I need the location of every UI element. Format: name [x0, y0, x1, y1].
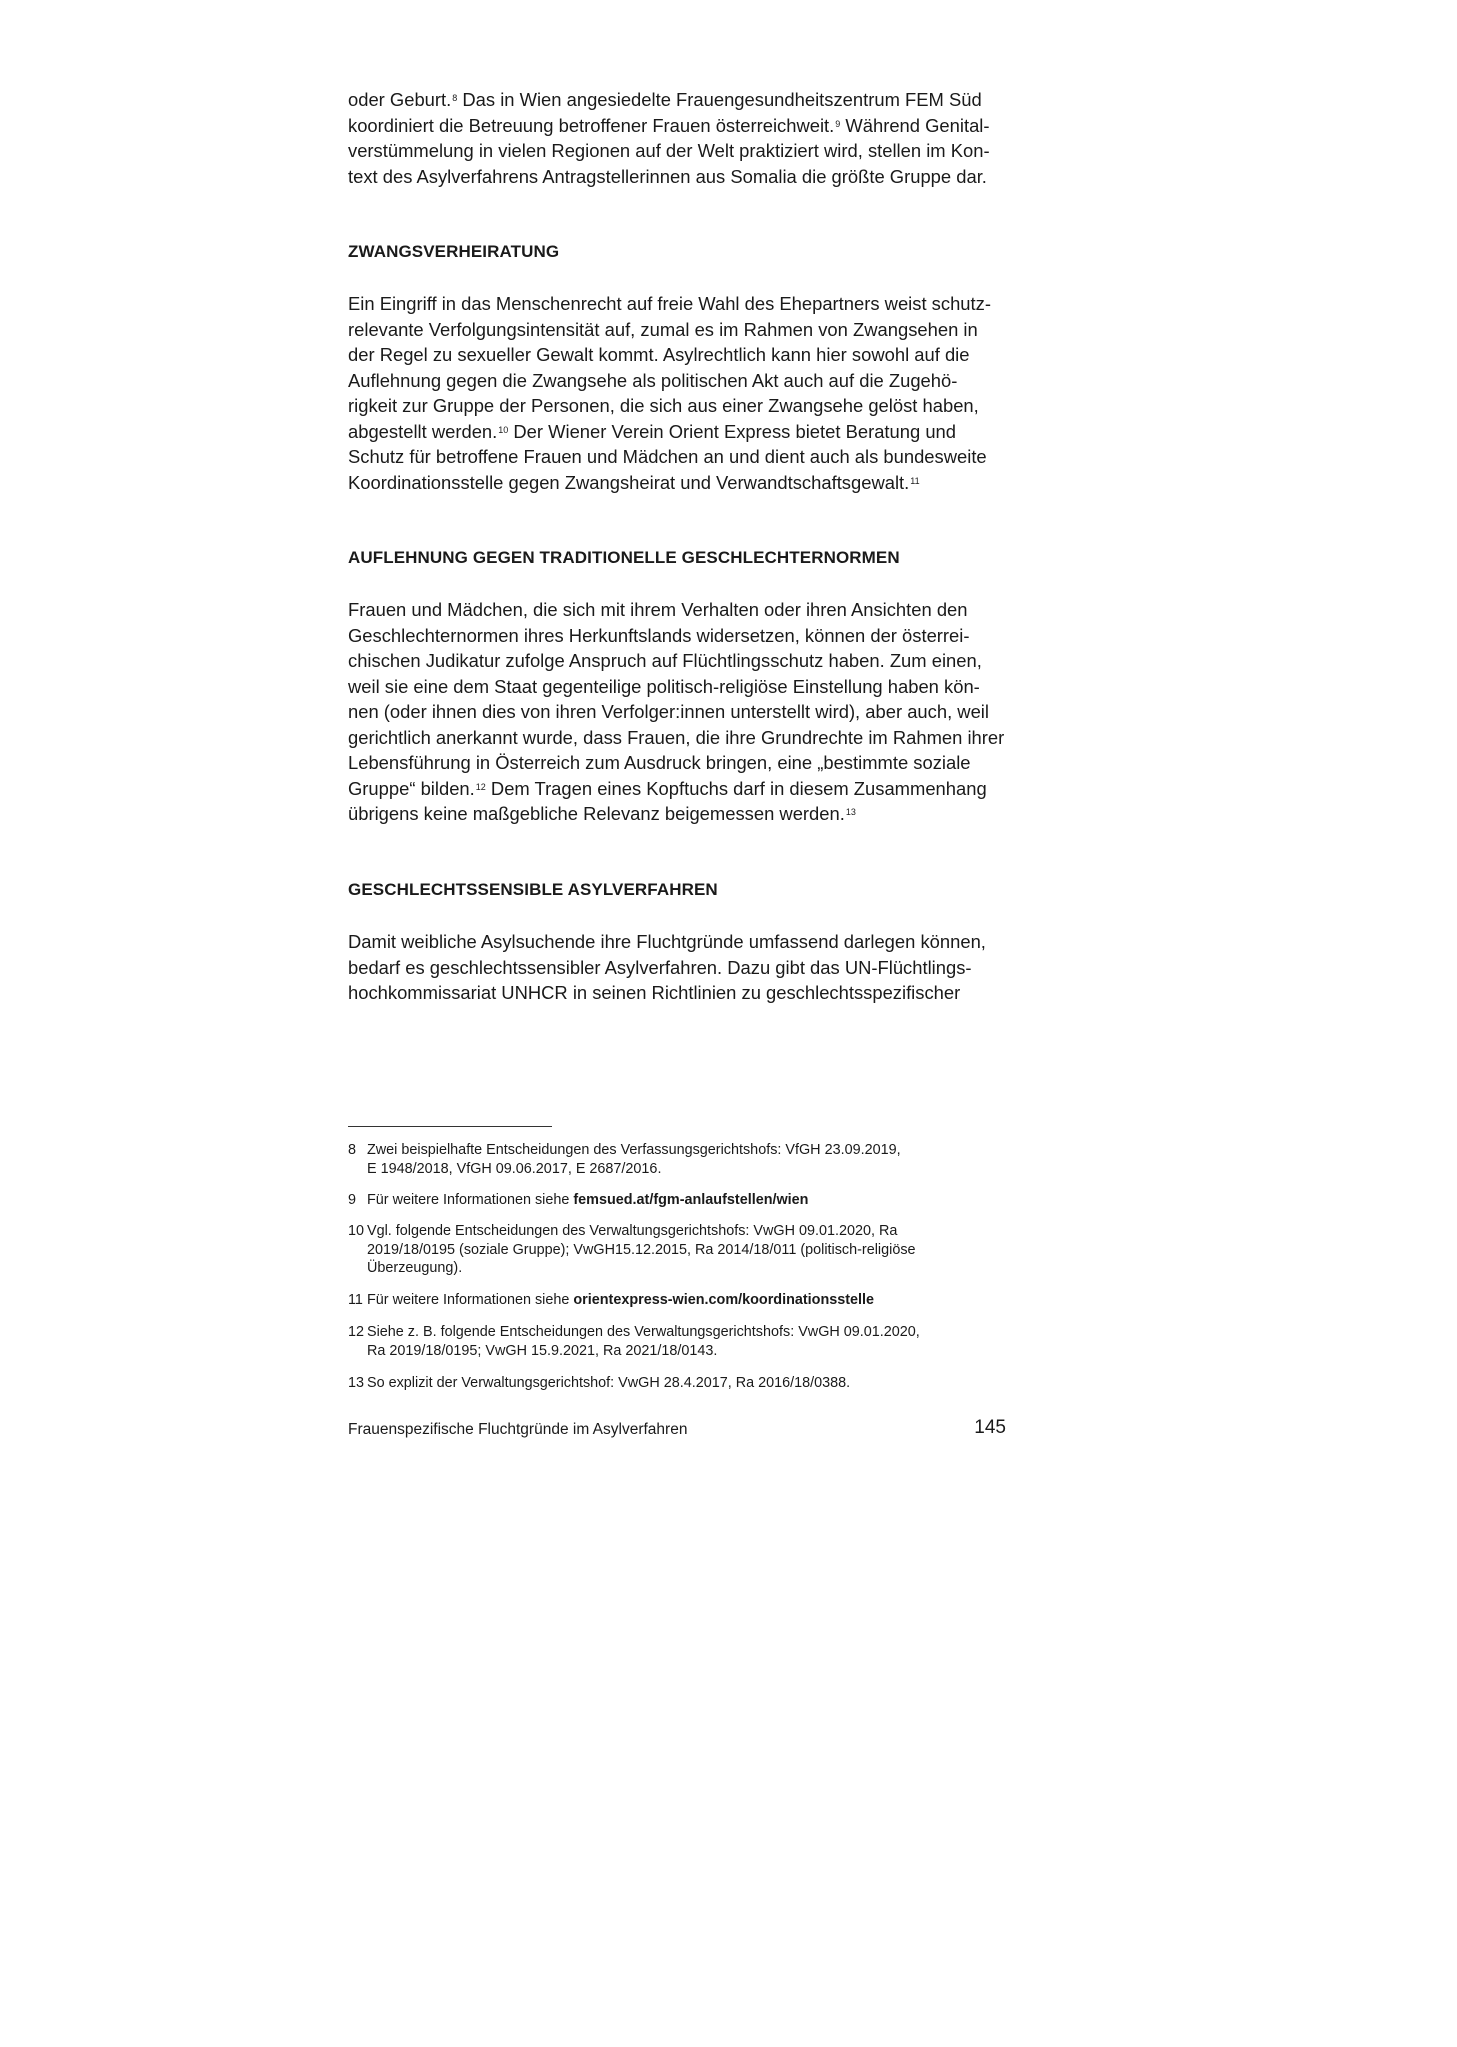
- footnote-line: Vgl. folgende Entscheidungen des Verwaltungsgerichtshofs: VwGH 09.01.2020, Ra: [367, 1223, 898, 1239]
- footnote-line: Zwei beispielhafte Entscheidungen des Verfassungsgerichtshofs: VfGH 23.09.2019,: [367, 1142, 901, 1158]
- footnote-line: 2019/18/0195 (soziale Gruppe); VwGH15.12.2015, Ra 2014/18/011 (politisch-religiöse: [367, 1241, 916, 1258]
- footnote-link-orientexpress[interactable]: orientexpress-wien.com/koordinationsstelle: [573, 1292, 875, 1308]
- text-line: übrigens keine maßgebliche Relevanz beigemessen werden.$^{13}$: [348, 803, 856, 824]
- section2-paragraph: [348, 597, 1010, 827]
- text-line: der Regel zu sexueller Gewalt kommt. Asylrechtlich kann hier sowohl auf die: [348, 344, 970, 365]
- footnote-line: Für weitere Informationen siehe orientexpress-wien.com/koordinationsstelle: [367, 1292, 875, 1308]
- footnote-ref-12[interactable]: 12: [475, 781, 486, 792]
- footnote-ref-13[interactable]: 13: [845, 807, 856, 817]
- section-heading-geschlechtssensible: GESCHLECHTSSENSIBLE ASYLVERFAHREN: [348, 880, 718, 899]
- text-line: chischen Judikatur zufolge Anspruch auf Flüchtlingsschutz haben. Zum einen,: [348, 650, 982, 671]
- footnote-number: 9: [348, 1192, 357, 1208]
- section-heading-zwangsverheiratung: ZWANGSVERHEIRATUNG: [348, 242, 560, 261]
- text-line: bedarf es geschlechtssensibler Asylverfahren. Dazu gibt das UN-Flüchtlings-: [348, 956, 972, 978]
- text-line: rigkeit zur Gruppe der Personen, die sich aus einer Zwangsehe gelöst haben,: [348, 395, 979, 416]
- footnote-10: [348, 1222, 988, 1278]
- footnote-line: Überzeugung).: [367, 1260, 463, 1276]
- footnote-8: [348, 1141, 988, 1178]
- footnote-line: Siehe z. B. folgende Entscheidungen des Verwaltungsgerichtshofs: VwGH 09.01.2020,: [367, 1324, 920, 1340]
- footnote-ref-11[interactable]: 11: [910, 475, 920, 486]
- footnote-divider: [348, 1126, 552, 1127]
- text-line: koordiniert die Betreuung betroffener Frauen österreichweit.$^9$ Während Genital-: [348, 114, 990, 136]
- footnote-number: 13: [348, 1375, 365, 1391]
- text-line: verstümmelung in vielen Regionen auf der Welt praktiziert wird, stellen im Kon-: [348, 140, 990, 161]
- footnote-line: Ra 2019/18/0195; VwGH 15.9.2021, Ra 2021/18/0143.: [367, 1342, 718, 1359]
- text-line: Koordinationsstelle gegen Zwangsheirat und Verwandtschaftsgewalt.$^{11}$: [348, 471, 920, 493]
- footnote-line: Für weitere Informationen siehe femsued.at/fgm-anlaufstellen/wien: [367, 1192, 809, 1208]
- text-line: relevante Verfolgungsintensität auf, zumal es im Rahmen von Zwangsehen in: [348, 318, 978, 340]
- footnote-line: E 1948/2018, VfGH 09.06.2017, E 2687/2016.: [367, 1160, 662, 1177]
- footnote-link-femsued[interactable]: femsued.at/fgm-anlaufstellen/wien: [573, 1192, 809, 1208]
- section3-paragraph: [348, 929, 1010, 1006]
- text-line: weil sie eine dem Staat gegenteilige politisch-religiöse Einstellung haben kön-: [348, 675, 980, 697]
- text-line: text des Asylverfahrens Antragstellerinnen aus Somalia die größte Gruppe dar.: [348, 165, 987, 187]
- footnote-12: [348, 1323, 988, 1360]
- text-line: Ein Eingriff in das Menschenrecht auf freie Wahl des Ehepartners weist schutz-: [348, 293, 991, 314]
- text-line: nen (oder ihnen dies von ihren Verfolger:innen unterstellt wird), aber auch, weil: [348, 701, 989, 722]
- text-line: oder Geburt.$^8$ Das in Wien angesiedelte Frauengesundheitszentrum FEM Süd: [348, 89, 982, 110]
- text-line: hochkommissariat UNHCR in seinen Richtlinien zu geschlechtsspezifischer: [348, 982, 961, 1003]
- running-footer-title: Frauenspezifische Fluchtgründe im Asylverfahren: [348, 1421, 688, 1438]
- section-heading-auflehnung: AUFLEHNUNG GEGEN TRADITIONELLE GESCHLECHTERNORMEN: [348, 548, 900, 567]
- footnote-number: 10: [348, 1223, 365, 1239]
- footnote-ref-8[interactable]: 8: [452, 93, 458, 103]
- footnote-11: [348, 1291, 988, 1310]
- footnote-number: 8: [348, 1142, 357, 1158]
- text-line: Damit weibliche Asylsuchende ihre Fluchtgründe umfassend darlegen können,: [348, 931, 986, 952]
- text-line: Schutz für betroffene Frauen und Mädchen an und dient auch als bundesweite: [348, 446, 987, 467]
- text-line: Frauen und Mädchen, die sich mit ihrem Verhalten oder ihren Ansichten den: [348, 599, 968, 620]
- footnote-9: [348, 1191, 988, 1210]
- footnote-13: [348, 1374, 988, 1393]
- text-line: Gruppe“ bilden.$^{12}$ Dem Tragen eines Kopftuchs darf in diesem Zusammenhang: [348, 777, 987, 799]
- section1-paragraph: [348, 291, 1010, 495]
- text-line: Auflehnung gegen die Zwangsehe als politischen Akt auch auf die Zugehö-: [348, 369, 958, 391]
- intro-paragraph: [348, 87, 1010, 189]
- footnote-number: 11: [348, 1292, 363, 1308]
- footnote-ref-9[interactable]: 9: [835, 118, 841, 129]
- text-line: abgestellt werden.$^{10}$ Der Wiener Verein Orient Express bietet Beratung und: [348, 420, 957, 442]
- page-number: 145: [974, 1417, 1006, 1438]
- text-line: gerichtlich anerkannt wurde, dass Frauen, die ihre Grundrechte im Rahmen ihrer: [348, 726, 1005, 748]
- text-line: Lebensführung in Österreich zum Ausdruck bringen, eine „bestimmte soziale: [348, 752, 971, 773]
- footnote-line: So explizit der Verwaltungsgerichtshof: VwGH 28.4.2017, Ra 2016/18/0388.: [367, 1375, 851, 1391]
- footnote-number: 12: [348, 1324, 365, 1340]
- text-line: Geschlechternormen ihres Herkunftslands widersetzen, können der österrei-: [348, 624, 970, 646]
- footnote-ref-10[interactable]: 10: [498, 424, 509, 435]
